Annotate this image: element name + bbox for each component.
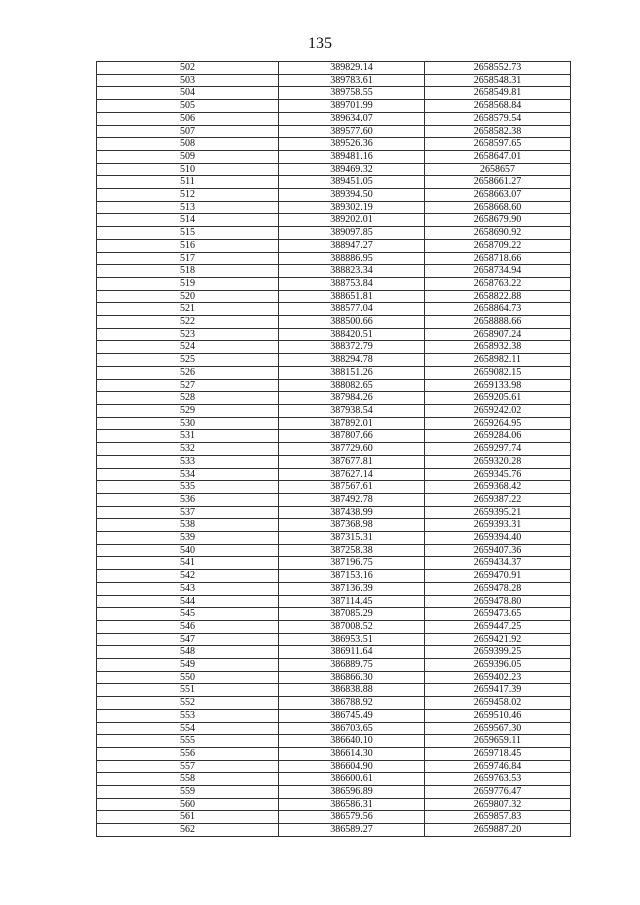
point-number-cell: 511	[97, 176, 279, 189]
table-row	[97, 671, 571, 684]
y-coordinate-cell: 2659399.25	[425, 646, 571, 659]
point-number-cell: 544	[97, 595, 279, 608]
table-row	[97, 646, 571, 659]
table-row	[97, 493, 571, 506]
y-coordinate-cell: 2659447.25	[425, 620, 571, 633]
point-number-cell: 508	[97, 138, 279, 151]
y-coordinate-cell: 2659763.53	[425, 773, 571, 786]
x-coordinate-cell: 386703.65	[279, 722, 425, 735]
y-coordinate-cell: 2659857.83	[425, 811, 571, 824]
x-coordinate-cell: 389394.50	[279, 189, 425, 202]
point-number-cell: 525	[97, 354, 279, 367]
x-coordinate-cell: 386579.56	[279, 811, 425, 824]
point-number-cell: 515	[97, 227, 279, 240]
x-coordinate-cell: 388151.26	[279, 366, 425, 379]
y-coordinate-cell: 2659394.40	[425, 532, 571, 545]
y-coordinate-cell: 2659407.36	[425, 544, 571, 557]
point-number-cell: 538	[97, 519, 279, 532]
x-coordinate-cell: 388651.81	[279, 290, 425, 303]
table-row	[97, 341, 571, 354]
table-row	[97, 684, 571, 697]
point-number-cell: 517	[97, 252, 279, 265]
point-number-cell: 545	[97, 608, 279, 621]
y-coordinate-cell: 2659242.02	[425, 404, 571, 417]
y-coordinate-cell: 2659395.21	[425, 506, 571, 519]
x-coordinate-cell: 387984.26	[279, 392, 425, 405]
point-number-cell: 561	[97, 811, 279, 824]
x-coordinate-cell: 388372.79	[279, 341, 425, 354]
y-coordinate-cell: 2659421.92	[425, 633, 571, 646]
point-number-cell: 553	[97, 709, 279, 722]
x-coordinate-cell: 387085.29	[279, 608, 425, 621]
table-row	[97, 150, 571, 163]
table-row	[97, 239, 571, 252]
x-coordinate-cell: 388082.65	[279, 379, 425, 392]
x-coordinate-cell: 387368.98	[279, 519, 425, 532]
x-coordinate-cell: 386640.10	[279, 735, 425, 748]
y-coordinate-cell: 2658579.54	[425, 112, 571, 125]
table-row	[97, 582, 571, 595]
x-coordinate-cell: 387492.78	[279, 493, 425, 506]
x-coordinate-cell: 387567.61	[279, 481, 425, 494]
point-number-cell: 560	[97, 798, 279, 811]
point-number-cell: 534	[97, 468, 279, 481]
x-coordinate-cell: 386586.31	[279, 798, 425, 811]
x-coordinate-cell: 387729.60	[279, 443, 425, 456]
table-row	[97, 709, 571, 722]
y-coordinate-cell: 2658549.81	[425, 87, 571, 100]
x-coordinate-cell: 389577.60	[279, 125, 425, 138]
point-number-cell: 528	[97, 392, 279, 405]
y-coordinate-cell: 2658709.22	[425, 239, 571, 252]
point-number-cell: 535	[97, 481, 279, 494]
point-number-cell: 513	[97, 201, 279, 214]
point-number-cell: 547	[97, 633, 279, 646]
y-coordinate-cell: 2659396.05	[425, 659, 571, 672]
table-row	[97, 354, 571, 367]
y-coordinate-cell: 2659718.45	[425, 747, 571, 760]
x-coordinate-cell: 389451.05	[279, 176, 425, 189]
point-number-cell: 537	[97, 506, 279, 519]
table-row	[97, 252, 571, 265]
point-number-cell: 524	[97, 341, 279, 354]
y-coordinate-cell: 2659402.23	[425, 671, 571, 684]
x-coordinate-cell: 387677.81	[279, 455, 425, 468]
table-row	[97, 506, 571, 519]
point-number-cell: 527	[97, 379, 279, 392]
y-coordinate-cell: 2659297.74	[425, 443, 571, 456]
table-row	[97, 227, 571, 240]
table-row	[97, 747, 571, 760]
point-number-cell: 523	[97, 328, 279, 341]
table-row	[97, 443, 571, 456]
table-row	[97, 735, 571, 748]
x-coordinate-cell: 389758.55	[279, 87, 425, 100]
y-coordinate-cell: 2659368.42	[425, 481, 571, 494]
point-number-cell: 507	[97, 125, 279, 138]
x-coordinate-cell: 389829.14	[279, 62, 425, 75]
point-number-cell: 510	[97, 163, 279, 176]
y-coordinate-cell: 2659473.65	[425, 608, 571, 621]
table-row	[97, 557, 571, 570]
table-row	[97, 74, 571, 87]
y-coordinate-cell: 2659387.22	[425, 493, 571, 506]
x-coordinate-cell: 388577.04	[279, 303, 425, 316]
point-number-cell: 503	[97, 74, 279, 87]
y-coordinate-cell: 2659284.06	[425, 430, 571, 443]
point-number-cell: 531	[97, 430, 279, 443]
table-row	[97, 697, 571, 710]
x-coordinate-cell: 387627.14	[279, 468, 425, 481]
table-row	[97, 138, 571, 151]
y-coordinate-cell: 2659133.98	[425, 379, 571, 392]
x-coordinate-cell: 387008.52	[279, 620, 425, 633]
x-coordinate-cell: 387196.75	[279, 557, 425, 570]
y-coordinate-cell: 2659776.47	[425, 786, 571, 799]
point-number-cell: 551	[97, 684, 279, 697]
x-coordinate-cell: 386600.61	[279, 773, 425, 786]
y-coordinate-cell: 2659567.30	[425, 722, 571, 735]
x-coordinate-cell: 389701.99	[279, 100, 425, 113]
point-number-cell: 554	[97, 722, 279, 735]
table-row	[97, 468, 571, 481]
x-coordinate-cell: 389302.19	[279, 201, 425, 214]
point-number-cell: 520	[97, 290, 279, 303]
y-coordinate-cell: 2659470.91	[425, 570, 571, 583]
x-coordinate-cell: 388420.51	[279, 328, 425, 341]
table-row	[97, 532, 571, 545]
x-coordinate-cell: 386838.88	[279, 684, 425, 697]
y-coordinate-cell: 2658932.38	[425, 341, 571, 354]
y-coordinate-cell: 2658679.90	[425, 214, 571, 227]
x-coordinate-cell: 388886.95	[279, 252, 425, 265]
y-coordinate-cell: 2658822.88	[425, 290, 571, 303]
table-row	[97, 100, 571, 113]
y-coordinate-cell: 2659264.95	[425, 417, 571, 430]
x-coordinate-cell: 386788.92	[279, 697, 425, 710]
point-number-cell: 536	[97, 493, 279, 506]
point-number-cell: 559	[97, 786, 279, 799]
point-number-cell: 555	[97, 735, 279, 748]
y-coordinate-cell: 2659434.37	[425, 557, 571, 570]
table-row	[97, 265, 571, 278]
table-row	[97, 87, 571, 100]
page-number: 135	[308, 35, 332, 52]
table-row	[97, 201, 571, 214]
y-coordinate-cell: 2658552.73	[425, 62, 571, 75]
table-row	[97, 176, 571, 189]
table-row	[97, 633, 571, 646]
x-coordinate-cell: 389783.61	[279, 74, 425, 87]
y-coordinate-cell: 2658864.73	[425, 303, 571, 316]
x-coordinate-cell: 389526.36	[279, 138, 425, 151]
point-number-cell: 548	[97, 646, 279, 659]
table-row	[97, 430, 571, 443]
point-number-cell: 549	[97, 659, 279, 672]
table-row	[97, 303, 571, 316]
x-coordinate-cell: 389202.01	[279, 214, 425, 227]
table-row	[97, 366, 571, 379]
y-coordinate-cell: 2659458.02	[425, 697, 571, 710]
y-coordinate-cell: 2658657	[425, 163, 571, 176]
x-coordinate-cell: 386614.30	[279, 747, 425, 760]
point-number-cell: 546	[97, 620, 279, 633]
y-coordinate-cell: 2658982.11	[425, 354, 571, 367]
table-row	[97, 659, 571, 672]
table-row	[97, 125, 571, 138]
y-coordinate-cell: 2658718.66	[425, 252, 571, 265]
x-coordinate-cell: 388947.27	[279, 239, 425, 252]
point-number-cell: 539	[97, 532, 279, 545]
table-row	[97, 290, 571, 303]
point-number-cell: 512	[97, 189, 279, 202]
x-coordinate-cell: 386911.64	[279, 646, 425, 659]
table-row	[97, 608, 571, 621]
y-coordinate-cell: 2658661.27	[425, 176, 571, 189]
y-coordinate-cell: 2659746.84	[425, 760, 571, 773]
y-coordinate-cell: 2659659.11	[425, 735, 571, 748]
x-coordinate-cell: 388753.84	[279, 277, 425, 290]
table-row	[97, 798, 571, 811]
x-coordinate-cell: 387114.45	[279, 595, 425, 608]
point-number-cell: 533	[97, 455, 279, 468]
table-row	[97, 811, 571, 824]
x-coordinate-cell: 388500.66	[279, 316, 425, 329]
table-row	[97, 404, 571, 417]
y-coordinate-cell: 2658907.24	[425, 328, 571, 341]
y-coordinate-cell: 2659887.20	[425, 824, 571, 837]
x-coordinate-cell: 387807.66	[279, 430, 425, 443]
point-number-cell: 526	[97, 366, 279, 379]
x-coordinate-cell: 388823.34	[279, 265, 425, 278]
point-number-cell: 519	[97, 277, 279, 290]
point-number-cell: 541	[97, 557, 279, 570]
table-row	[97, 773, 571, 786]
x-coordinate-cell: 387153.16	[279, 570, 425, 583]
x-coordinate-cell: 386953.51	[279, 633, 425, 646]
table-row	[97, 824, 571, 837]
table-row	[97, 214, 571, 227]
y-coordinate-cell: 2659478.80	[425, 595, 571, 608]
y-coordinate-cell: 2659478.28	[425, 582, 571, 595]
point-number-cell: 543	[97, 582, 279, 595]
point-number-cell: 522	[97, 316, 279, 329]
table-row	[97, 392, 571, 405]
point-number-cell: 550	[97, 671, 279, 684]
point-number-cell: 552	[97, 697, 279, 710]
y-coordinate-cell: 2659205.61	[425, 392, 571, 405]
table-row	[97, 163, 571, 176]
x-coordinate-cell: 387315.31	[279, 532, 425, 545]
table-row	[97, 786, 571, 799]
table-row	[97, 722, 571, 735]
point-number-cell: 516	[97, 239, 279, 252]
table-row	[97, 189, 571, 202]
y-coordinate-cell: 2659807.32	[425, 798, 571, 811]
point-number-cell: 530	[97, 417, 279, 430]
table-row	[97, 570, 571, 583]
point-number-cell: 556	[97, 747, 279, 760]
x-coordinate-cell: 387136.39	[279, 582, 425, 595]
y-coordinate-cell: 2659082.15	[425, 366, 571, 379]
coordinates-table	[96, 61, 571, 837]
table-row	[97, 328, 571, 341]
table-row	[97, 595, 571, 608]
point-number-cell: 505	[97, 100, 279, 113]
point-number-cell: 558	[97, 773, 279, 786]
point-number-cell: 557	[97, 760, 279, 773]
y-coordinate-cell: 2658734.94	[425, 265, 571, 278]
y-coordinate-cell: 2658582.38	[425, 125, 571, 138]
x-coordinate-cell: 388294.78	[279, 354, 425, 367]
table-row	[97, 379, 571, 392]
point-number-cell: 529	[97, 404, 279, 417]
table-row	[97, 277, 571, 290]
y-coordinate-cell: 2659345.76	[425, 468, 571, 481]
y-coordinate-cell: 2658690.92	[425, 227, 571, 240]
table-row	[97, 620, 571, 633]
y-coordinate-cell: 2658647.01	[425, 150, 571, 163]
y-coordinate-cell: 2659393.31	[425, 519, 571, 532]
y-coordinate-cell: 2659510.46	[425, 709, 571, 722]
table-row	[97, 760, 571, 773]
y-coordinate-cell: 2658763.22	[425, 277, 571, 290]
x-coordinate-cell: 387258.38	[279, 544, 425, 557]
table-row	[97, 519, 571, 532]
x-coordinate-cell: 387892.01	[279, 417, 425, 430]
point-number-cell: 540	[97, 544, 279, 557]
x-coordinate-cell: 389634.07	[279, 112, 425, 125]
x-coordinate-cell: 389481.16	[279, 150, 425, 163]
y-coordinate-cell: 2658597.65	[425, 138, 571, 151]
point-number-cell: 509	[97, 150, 279, 163]
x-coordinate-cell: 386604.90	[279, 760, 425, 773]
table-row	[97, 62, 571, 75]
y-coordinate-cell: 2659417.39	[425, 684, 571, 697]
coordinates-table-body	[97, 62, 571, 837]
x-coordinate-cell: 386589.27	[279, 824, 425, 837]
x-coordinate-cell: 389469.32	[279, 163, 425, 176]
table-row	[97, 316, 571, 329]
table-row	[97, 544, 571, 557]
y-coordinate-cell: 2658668.60	[425, 201, 571, 214]
x-coordinate-cell: 387438.99	[279, 506, 425, 519]
point-number-cell: 502	[97, 62, 279, 75]
y-coordinate-cell: 2658663.07	[425, 189, 571, 202]
point-number-cell: 514	[97, 214, 279, 227]
table-row	[97, 481, 571, 494]
x-coordinate-cell: 386889.75	[279, 659, 425, 672]
point-number-cell: 521	[97, 303, 279, 316]
x-coordinate-cell: 386866.30	[279, 671, 425, 684]
point-number-cell: 518	[97, 265, 279, 278]
point-number-cell: 504	[97, 87, 279, 100]
point-number-cell: 562	[97, 824, 279, 837]
x-coordinate-cell: 389097.85	[279, 227, 425, 240]
point-number-cell: 532	[97, 443, 279, 456]
point-number-cell: 506	[97, 112, 279, 125]
table-row	[97, 455, 571, 468]
x-coordinate-cell: 386596.89	[279, 786, 425, 799]
y-coordinate-cell: 2658888.66	[425, 316, 571, 329]
table-row	[97, 417, 571, 430]
point-number-cell: 542	[97, 570, 279, 583]
y-coordinate-cell: 2659320.28	[425, 455, 571, 468]
y-coordinate-cell: 2658548.31	[425, 74, 571, 87]
x-coordinate-cell: 386745.49	[279, 709, 425, 722]
table-row	[97, 112, 571, 125]
y-coordinate-cell: 2658568.84	[425, 100, 571, 113]
x-coordinate-cell: 387938.54	[279, 404, 425, 417]
